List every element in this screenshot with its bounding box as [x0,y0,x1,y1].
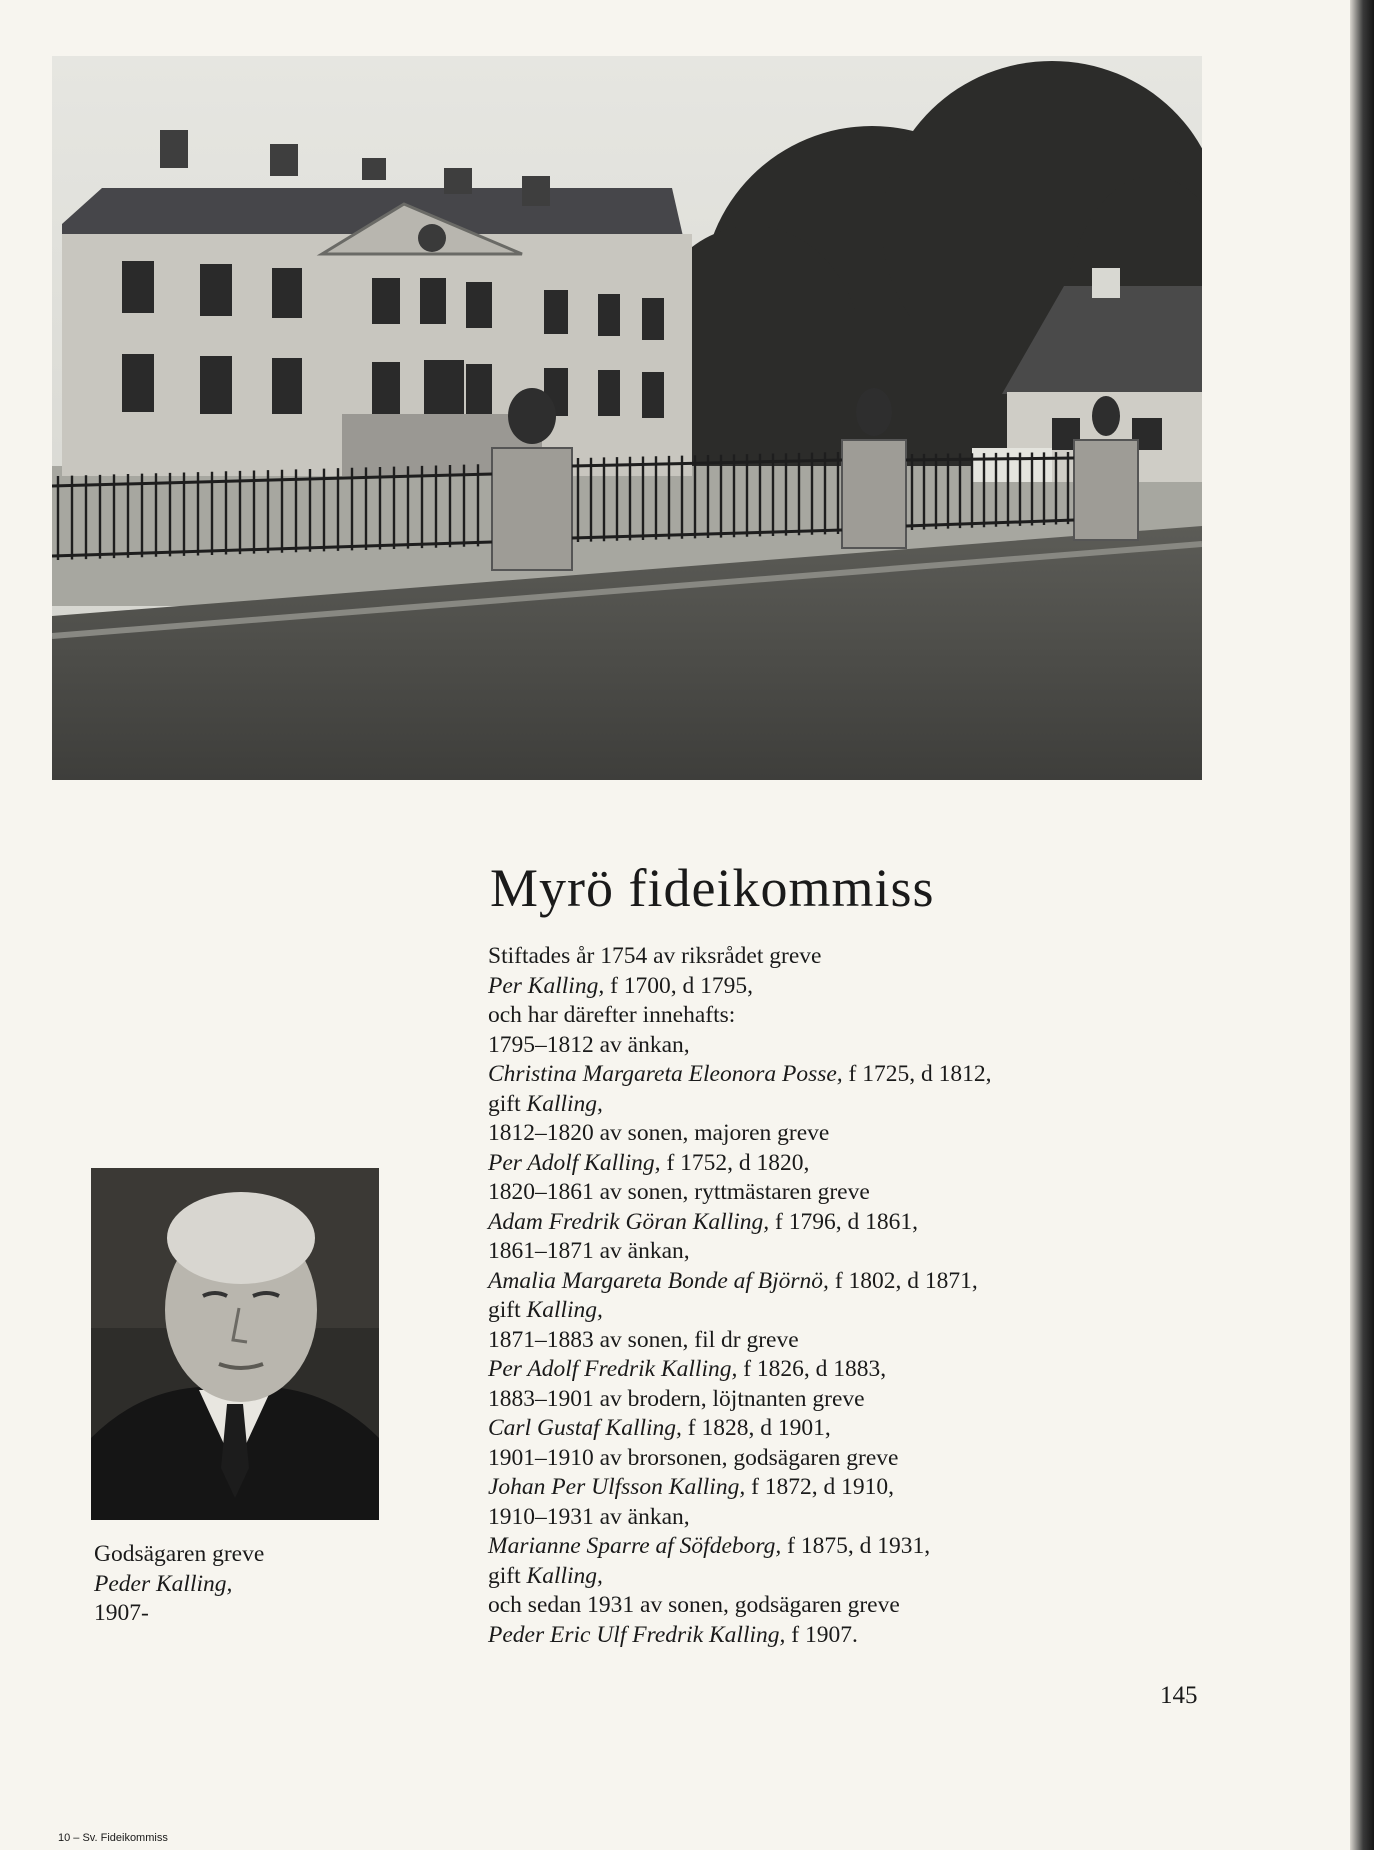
text-line [488,1414,1088,1444]
life-dates: f 1700, d 1795, [604,972,754,999]
line-text: 1910–1931 av änkan, [488,1503,690,1530]
text-line [488,1060,1088,1090]
life-dates: f 1752, d 1820, [660,1149,810,1176]
page-number: 145 [1160,1682,1198,1709]
manor-house-photo [52,56,1202,780]
holder-name: Johan Per Ulfsson Kalling, [488,1474,746,1500]
caption-line-2: Peder Kalling, [94,1570,233,1597]
text-line [488,1532,1088,1562]
text-line [488,1208,1088,1238]
page-title: Myrö fideikommiss [490,858,935,918]
holder-name: Carl Gustaf Kalling, [488,1415,682,1441]
text-line [488,1090,1088,1120]
portrait-photo [91,1168,379,1520]
holder-name: Per Adolf Kalling, [488,1149,661,1176]
holder-name: Marianne Sparre af Söfdeborg, [488,1533,782,1559]
holder-name: Christina Margareta Eleonora Posse, [488,1061,843,1087]
text-line [488,1355,1088,1385]
line-text: gift [488,1090,521,1117]
text-line [488,1621,1088,1651]
holder-name: Peder Eric Ulf Fredrik Kalling, [488,1621,786,1648]
line-text: 1871–1883 av sonen, fil dr greve [488,1326,799,1353]
line-text: 1861–1871 av änkan, [488,1238,690,1264]
text-line [488,1444,1088,1474]
text-line [488,972,1088,1002]
text-line [488,1178,1088,1208]
text-line [488,1326,1088,1356]
life-dates: f 1802, d 1871, [828,1267,978,1294]
life-dates: f 1907. [785,1621,858,1648]
text-line [488,1503,1088,1533]
line-text: 1795–1812 av änkan, [488,1031,690,1058]
caption-line-1: Godsägaren greve [94,1541,265,1567]
line-text: 1883–1901 av brodern, löjtnanten greve [488,1385,865,1412]
text-line [488,1296,1088,1326]
text-line [488,1591,1088,1621]
holder-name: Per Adolf Fredrik Kalling, [488,1356,738,1382]
text-line [488,1119,1088,1149]
holder-name: Per Kalling, [488,972,605,999]
holder-name: Amalia Margareta Bonde af Björnö, [488,1267,829,1294]
life-dates: f 1725, d 1812, [842,1061,992,1087]
line-text: 1820–1861 av sonen, ryttmästaren greve [488,1179,870,1205]
line-text: och sedan 1931 av sonen, godsägaren greve [488,1592,900,1618]
line-text: gift [488,1562,521,1589]
life-dates: f 1796, d 1861, [769,1208,918,1235]
text-line [488,1001,1088,1031]
text-line [488,1473,1088,1503]
married-name: Kalling, [520,1090,603,1117]
text-line [488,1385,1088,1415]
caption-line-3: 1907- [94,1600,149,1626]
portrait-caption [94,1540,354,1629]
text-line [488,1031,1088,1061]
line-text: 1901–1910 av brorsonen, godsägaren greve [488,1444,899,1471]
married-name: Kalling, [520,1297,603,1323]
book-binding-shadow [1350,0,1374,1850]
signature-mark: 10 – Sv. Fideikommiss [58,1832,168,1844]
life-dates: f 1828, d 1901, [681,1415,831,1441]
life-dates: f 1872, d 1910, [745,1474,895,1500]
text-line [488,1562,1088,1592]
text-line [488,1237,1088,1267]
line-text: 1812–1820 av sonen, majoren greve [488,1120,830,1146]
life-dates: f 1875, d 1931, [781,1533,931,1559]
married-name: Kalling, [520,1562,603,1589]
holder-name: Adam Fredrik Göran Kalling, [488,1208,770,1235]
line-text: och har därefter innehafts: [488,1002,736,1028]
life-dates: f 1826, d 1883, [737,1356,887,1382]
text-line [488,1149,1088,1179]
line-text: gift [488,1297,521,1323]
line-text: Stiftades år 1754 av riksrådet greve [488,943,822,969]
text-line [488,942,1088,972]
holders-list [488,942,1088,1650]
text-line [488,1267,1088,1297]
